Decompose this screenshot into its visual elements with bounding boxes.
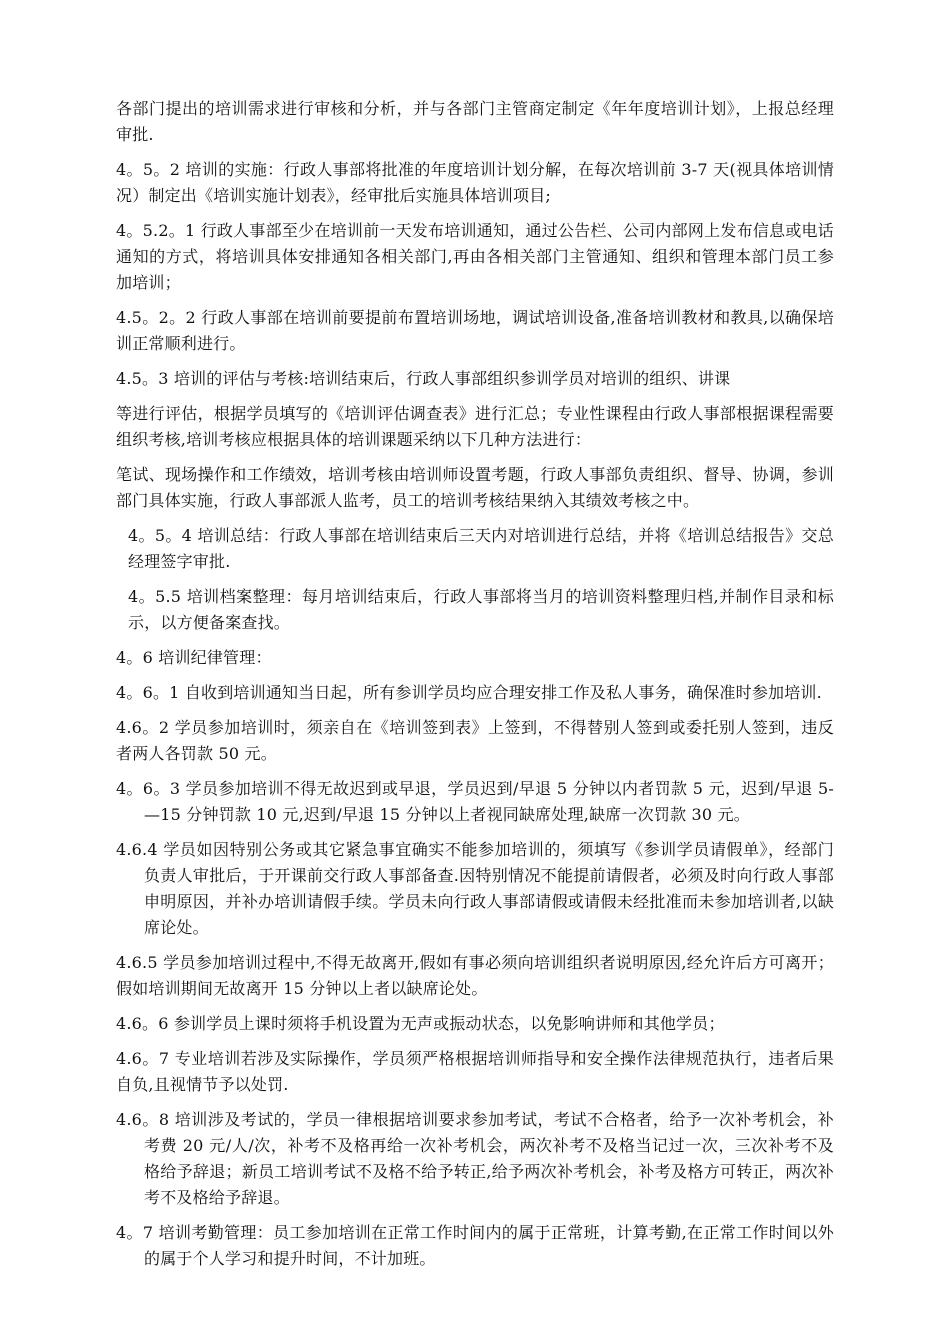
paragraph-4-5-3-cont-2: 笔试、现场操作和工作绩效，培训考核由培训师设置考题，行政人事部负责组织、督导、协调，参训部门具体实施，行政人事部派人监考，员工的培训考核结果纳入其绩效考核之中。: [116, 465, 834, 510]
paragraph-4-6-4: 4.6.4 学员如因特别公务或其它紧急事宜确实不能参加培训的，须填写《参训学员请假单》，经部门负责人审批后，于开课前交行政人事部备查.因特别情况不能提前请假者，必须及时向行政人事部申明原因，并补办培训请假手续。学员未向行政人事部请假或请假未经批准而未参加培训者,以缺席论处。: [116, 840, 834, 937]
paragraph-4-7: 4。7 培训考勤管理：员工参加培训在正常工作时间内的属于正常班，计算考勤,在正常工作时间以外的属于个人学习和提升时间，不计加班。: [116, 1223, 834, 1268]
paragraph-4-5-3-cont-1: 等进行评估，根据学员填写的《培训评估调查表》进行汇总；专业性课程由行政人事部根据课程需要组织考核,培训考核应根据具体的培训课题采纳以下几种方法进行：: [116, 404, 834, 449]
paragraph-4-6-8: 4.6。8 培训涉及考试的，学员一律根据培训要求参加考试，考试不合格者，给予一次补考机会，补考费 20 元/人/次，补考不及格再给一次补考机会，两次补考不及格当记过一次，三次补考不及格给予辞退；新员工培训考试不及格不给予转正,给予两次补考机会，补考及格方可转正，两次补考不及格给予辞退。: [116, 1110, 834, 1207]
paragraph-4-6-5: 4.6.5 学员参加培训过程中,不得无故离开,假如有事必须向培训组织者说明原因,经允许后方可离开；假如培训期间无故离开 15 分钟以上者以缺席论处。: [116, 953, 834, 998]
document-body: [116, 96, 834, 1272]
heading-4-6: 4。6 培训纪律管理：: [116, 648, 272, 667]
paragraph-4-5-2-1: 4。5.2。1 行政人事部至少在培训前一天发布培训通知，通过公告栏、公司内部网上发布信息或电话通知的方式，将培训具体安排通知各相关部门,再由各相关部门主管通知、组织和管理本部门员工参加培训；: [116, 221, 834, 292]
paragraph-4-5-5: 4。5.5 培训档案整理：每月培训结束后，行政人事部将当月的培训资料整理归档,并制作目录和标示，以方便备案查找。: [128, 587, 834, 632]
paragraph-4-6-2: 4.6。2 学员参加培训时，须亲自在《培训签到表》上签到，不得替别人签到或委托别人签到，违反者两人各罚款 50 元。: [116, 718, 834, 763]
paragraph-4-6-1: 4。6。1 自收到培训通知当日起，所有参训学员均应合理安排工作及私人事务，确保准时参加培训.: [116, 683, 822, 702]
paragraph-4-5-2-2: 4.5。2。2 行政人事部在培训前要提前布置培训场地，调试培训设备,准备培训教材和教具,以确保培训正常顺利进行。: [116, 308, 834, 353]
paragraph-1: 各部门提出的培训需求进行审核和分析，并与各部门主管商定制定《年年度培训计划》，上报总经理审批.: [116, 99, 834, 144]
paragraph-4-6-6: 4.6。6 参训学员上课时须将手机设置为无声或振动状态，以免影响讲师和其他学员；: [116, 1014, 725, 1033]
paragraph-4-5-3: 4.5。3 培训的评估与考核:培训结束后，行政人事部组织参训学员对培训的组织、讲课: [116, 369, 731, 388]
paragraph-4-6-3: 4。6。3 学员参加培训不得无故迟到或早退，学员迟到/早退 5 分钟以内者罚款 5 元，迟到/早退 5-—15 分钟罚款 10 元,迟到/早退 15 分钟以上者视同缺席处理,缺席一次罚款 30 元。: [116, 779, 834, 824]
paragraph-4-5-4: 4。5。4 培训总结：行政人事部在培训结束后三天内对培训进行总结，并将《培训总结报告》交总经理签字审批.: [128, 526, 834, 571]
paragraph-4-6-7: 4.6。7 专业培训若涉及实际操作，学员须严格根据培训师指导和安全操作法律规范执行，违者后果自负,且视情节予以处罚.: [116, 1049, 834, 1094]
paragraph-4-5-2: 4。5。2 培训的实施：行政人事部将批准的年度培训计划分解，在每次培训前 3-7 天(视具体培训情况）制定出《培训实施计划表》，经审批后实施具体培训项目;: [116, 160, 834, 205]
